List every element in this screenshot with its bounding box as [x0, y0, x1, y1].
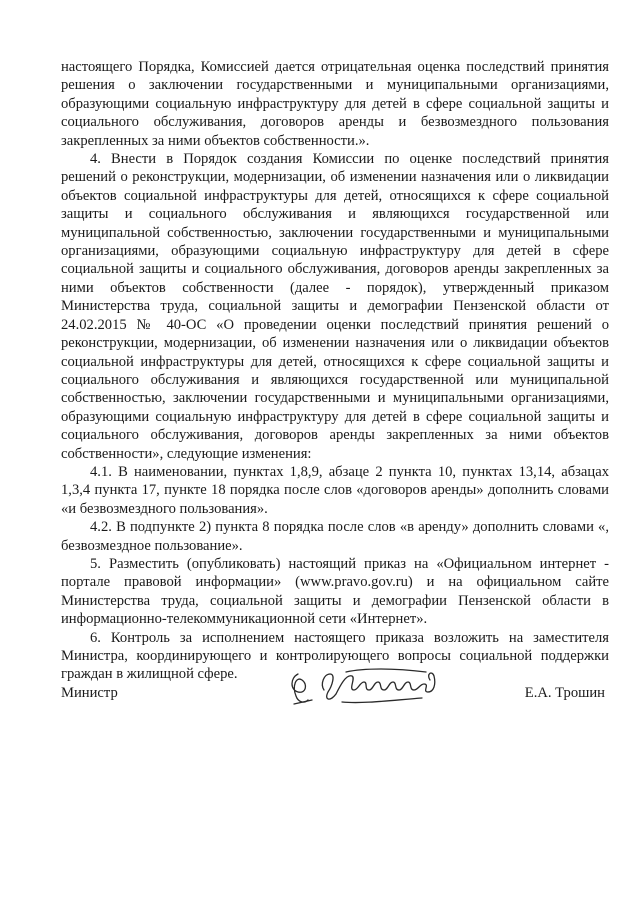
paragraph-item-4-1: 4.1. В наименовании, пунктах 1,8,9, абзаце 2 пункта 10, пунктах 13,14, абзацах 1,3,4 пункта 17, пункте 18 порядка после слов «договоров аренды» дополнить словами «и безвозмездного пользования». — [61, 463, 609, 517]
paragraph-item-6: 6. Контроль за исполнением настоящего приказа возложить на заместителя Министра, координирующего и контролирующего вопросы социальной поддержки граждан в жилищной сфере. — [61, 629, 609, 683]
paragraph-item-5: 5. Разместить (опубликовать) настоящий приказ на «Официальном интернет - портале правовой информации» (www.pravo.gov.ru) и на официальном сайте Министерства труда, социальной защиты и демографии Пензенской области в информационно-телекоммуникационной сети «Интернет». — [61, 555, 609, 628]
paragraph-item-4-2: 4.2. В подпункте 2) пункта 8 порядка после слов «в аренду» дополнить словами «, безвозмездное пользование». — [61, 519, 609, 554]
signatory-role: Министр — [61, 685, 118, 701]
paragraph-item-4: 4. Внести в Порядок создания Комиссии по оценке последствий принятия решений о реконструкции, модернизации, об изменении назначения или о ликвидации объектов социальной инфраструктуры для детей, относящихся к сфере социальной защиты и социального обслуживания и являющихся государственной или муниципальной собственностью, заключении государственными и муниципальными организациями, образующими социальную инфраструктуру для детей в сфере социальной защиты и социального обслуживания, договоров аренды закрепленных за ними объектов собственности (далее - порядок), утвержденный приказом Министерства труда, социальной защиты и демографии Пензенской области от 24.02.2015 № 40-ОС «О проведении оценки последствий принятия решений о реконструкции, модернизации, об изменении назначения или о ликвидации объектов социальной инфраструктуры для детей, относящихся к сфере социальной защиты и социального обслуживания и являющихся государственной или муниципальной собственностью, заключении государственными и муниципальными организациями, образующими социальную инфраструктуру для детей в сфере социальной защиты и социального обслуживания, договоров аренды закрепленных за ними объектов собственности», следующие изменения: — [61, 151, 609, 462]
handwritten-signature — [284, 660, 444, 720]
signatory-name: Е.А. Трошин — [524, 685, 605, 701]
paragraph-continuation: настоящего Порядка, Комиссией дается отрицательная оценка последствий принятия решения о заключении государственными и муниципальными организациями, образующими социальную инфраструктуру для детей в сфере социальной защиты и социального обслуживания, договоров аренды и безвозмездного пользования закрепленных за ними объектов собственности.». — [61, 59, 609, 149]
signature-block — [61, 660, 609, 720]
document-body — [61, 58, 609, 684]
